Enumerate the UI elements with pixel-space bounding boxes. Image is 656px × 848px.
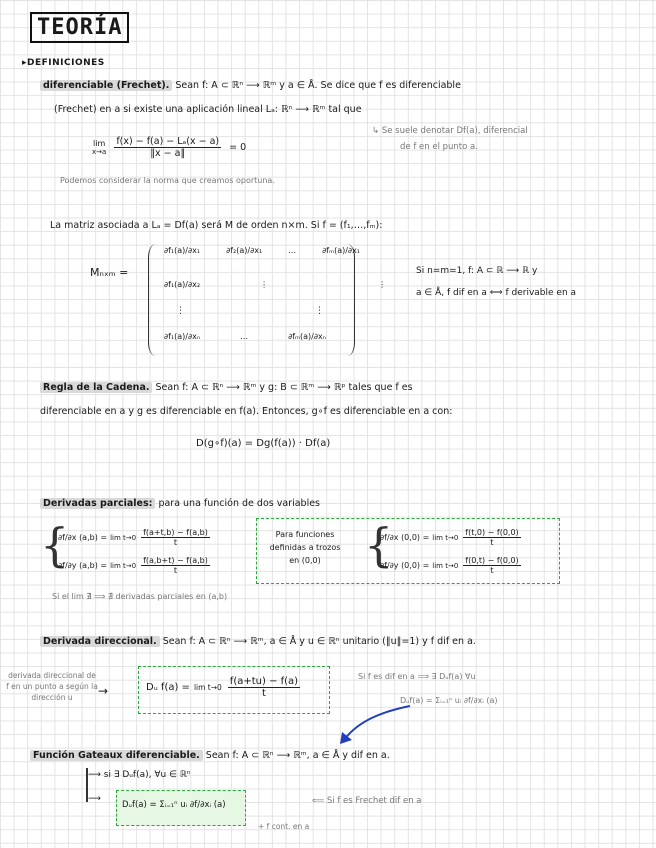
direccional-line <box>40 636 476 647</box>
cadena-formula: D(g∘f)(a) = Dg(f(a)) · Df(a) <box>196 438 331 449</box>
matrix-cell: ∂fₘ(a)/∂x₁ <box>322 246 361 255</box>
piecewise-y-formula: ∂f/∂y (0,0) = lim t→0 $\frac{f(0,t) - f(0,0)}{t}$ <box>380 556 519 575</box>
diff-numerator: f(x) − f(a) − Lₐ(x − a) <box>116 136 220 147</box>
direccional-left-note: derivada direccional de f en un punto a según la dirección u <box>6 671 98 702</box>
matrix-cell: ⋮ <box>260 280 269 289</box>
direccional-formula: Dᵤ f(a) = lim t→0 $\frac{f(a+tu) - f(a)}{t}$ <box>146 676 299 699</box>
blue-curved-arrow <box>330 700 420 750</box>
definiciones-label: DEFINICIONES <box>27 58 105 68</box>
matrix-row-3 <box>176 306 324 316</box>
matrix-side-note-2: a ∈ Å, f dif en a ⟺ f derivable en a <box>416 288 577 298</box>
page-title: TEORÍA <box>30 12 129 43</box>
piecewise-brace: { <box>364 518 394 572</box>
matrix-cell: ∂f₂(a)/∂x₁ <box>226 246 263 255</box>
gateaux-cond-2: Dᵤf(a) = Σᵢ₌₁ⁿ uᵢ ∂f/∂xᵢ (a) <box>122 800 226 810</box>
diff-fraction <box>114 136 221 159</box>
matrix-cell: ∂f₁(a)/∂x₁ <box>164 246 201 255</box>
matrix-label: Mₙₓₘ = <box>90 266 129 279</box>
diff-limit-formula <box>92 136 246 159</box>
matrix-cell: … <box>240 332 249 341</box>
section-heading-definiciones: ▸DEFINICIONES <box>22 58 105 68</box>
parciales-heading: Derivadas parciales: <box>40 498 155 509</box>
diff-line-2: (Frechet) en a si existe una aplicación lineal Lₐ: ℝⁿ ⟶ ℝᵐ tal que <box>54 104 362 115</box>
parcial-x-formula: ∂f/∂x (a,b) = lim t→0 $\frac{f(a+t,b) - f(a,b)}{t}$ <box>58 528 208 547</box>
direccional-right-note-1: Si f es dif en a ⟹ ∃ Dᵤf(a) ∀u <box>358 672 476 681</box>
diff-line-1 <box>40 80 461 91</box>
matrix-cell: ⋮ <box>378 280 387 289</box>
matrix-cell: ∂fₘ(a)/∂xₙ <box>288 332 326 341</box>
gateaux-text: Sean f: A ⊂ ℝⁿ ⟶ ℝᵐ, a ∈ Å y dif en a. <box>205 750 390 761</box>
diff-note-1: ↳ Se suele denotar Df(a), diferencial <box>372 126 528 136</box>
gateaux-continuity-note: + f cont. en a <box>258 822 310 831</box>
direccional-arrow: → <box>98 684 109 698</box>
diff-note-2: de f en el punto a. <box>400 142 478 152</box>
piecewise-box-label: Para funciones definidas a trozos en (0,0) <box>269 530 341 565</box>
parcial-y-formula: ∂f/∂y (a,b) = lim t→0 $\frac{f(a,b+t) - f(a,b)}{t}$ <box>58 556 208 575</box>
matrix-right-paren <box>340 244 355 356</box>
matrix-row-1 <box>164 246 360 255</box>
diff-heading: diferenciable (Frechet). <box>40 80 172 91</box>
gateaux-arrow-2: ⟶ <box>88 794 101 804</box>
diff-text-1: Sean f: A ⊂ ℝⁿ ⟶ ℝᵐ y a ∈ Å. Se dice que f es diferenciable <box>175 80 461 91</box>
piecewise-x-formula: ∂f/∂x (0,0) = lim t→0 $\frac{f(t,0) - f(0,0)}{t}$ <box>380 528 519 547</box>
parciales-text: para una función de dos variables <box>158 498 321 509</box>
cadena-heading: Regla de la Cadena. <box>40 382 152 393</box>
gateaux-cond-1: ⟶ si ∃ Dᵤf(a), ∀u ∈ ℝⁿ <box>88 770 191 780</box>
matrix-cell: ∂f₁(a)/∂x₂ <box>164 280 201 289</box>
matrix-left-paren <box>148 244 163 356</box>
parciales-line <box>40 498 320 509</box>
lim-symbol: lim x→a <box>92 139 107 156</box>
cadena-line-2: diferenciable en a y g es diferenciable en f(a). Entonces, g∘f es diferenciable en a con: <box>40 406 453 417</box>
cadena-line-1 <box>40 382 413 393</box>
matrix-side-note-1: Si n=m=1, f: A ⊂ ℝ ⟶ ℝ y <box>416 266 538 276</box>
matrix-row-2 <box>164 280 386 289</box>
matrix-cell: ⋮ <box>176 306 185 316</box>
direccional-text: Sean f: A ⊂ ℝⁿ ⟶ ℝᵐ, a ∈ Å y u ∈ ℝⁿ unitario (‖u‖=1) y f dif en a. <box>162 636 476 647</box>
parciales-note: Si el lim ∄ ⟹ ∄ derivadas parciales en (a,b) <box>52 592 228 601</box>
matrix-intro: La matriz asociada a Lₐ = Df(a) será M de orden n×m. Si f = (f₁,…,fₘ): <box>50 220 383 231</box>
diff-equals-zero: = 0 <box>229 142 247 153</box>
matrix-cell: ∂f₁(a)/∂xₙ <box>164 332 201 341</box>
matrix-cell: ⋮ <box>315 306 324 316</box>
gateaux-heading: Función Gateaux diferenciable. <box>30 750 203 761</box>
parciales-left-brace: { <box>40 518 70 572</box>
gateaux-implication: ⟸ Si f es Frechet dif en a <box>312 796 422 806</box>
direccional-heading: Derivada direccional. <box>40 636 160 647</box>
direccional-right-note-2: Dᵤf(a) = Σᵢ₌₁ⁿ uᵢ ∂f/∂xᵢ (a) <box>400 696 498 705</box>
gateaux-line <box>30 750 390 761</box>
matrix-row-4 <box>164 332 326 341</box>
matrix-cell: … <box>288 246 297 255</box>
cadena-text-1: Sean f: A ⊂ ℝⁿ ⟶ ℝᵐ y g: B ⊂ ℝᵐ ⟶ ℝᵖ tales que f es <box>155 382 413 393</box>
diff-remark: Podemos considerar la norma que creamos oportuna. <box>60 176 275 185</box>
diff-denominator: ‖x − a‖ <box>150 148 186 159</box>
